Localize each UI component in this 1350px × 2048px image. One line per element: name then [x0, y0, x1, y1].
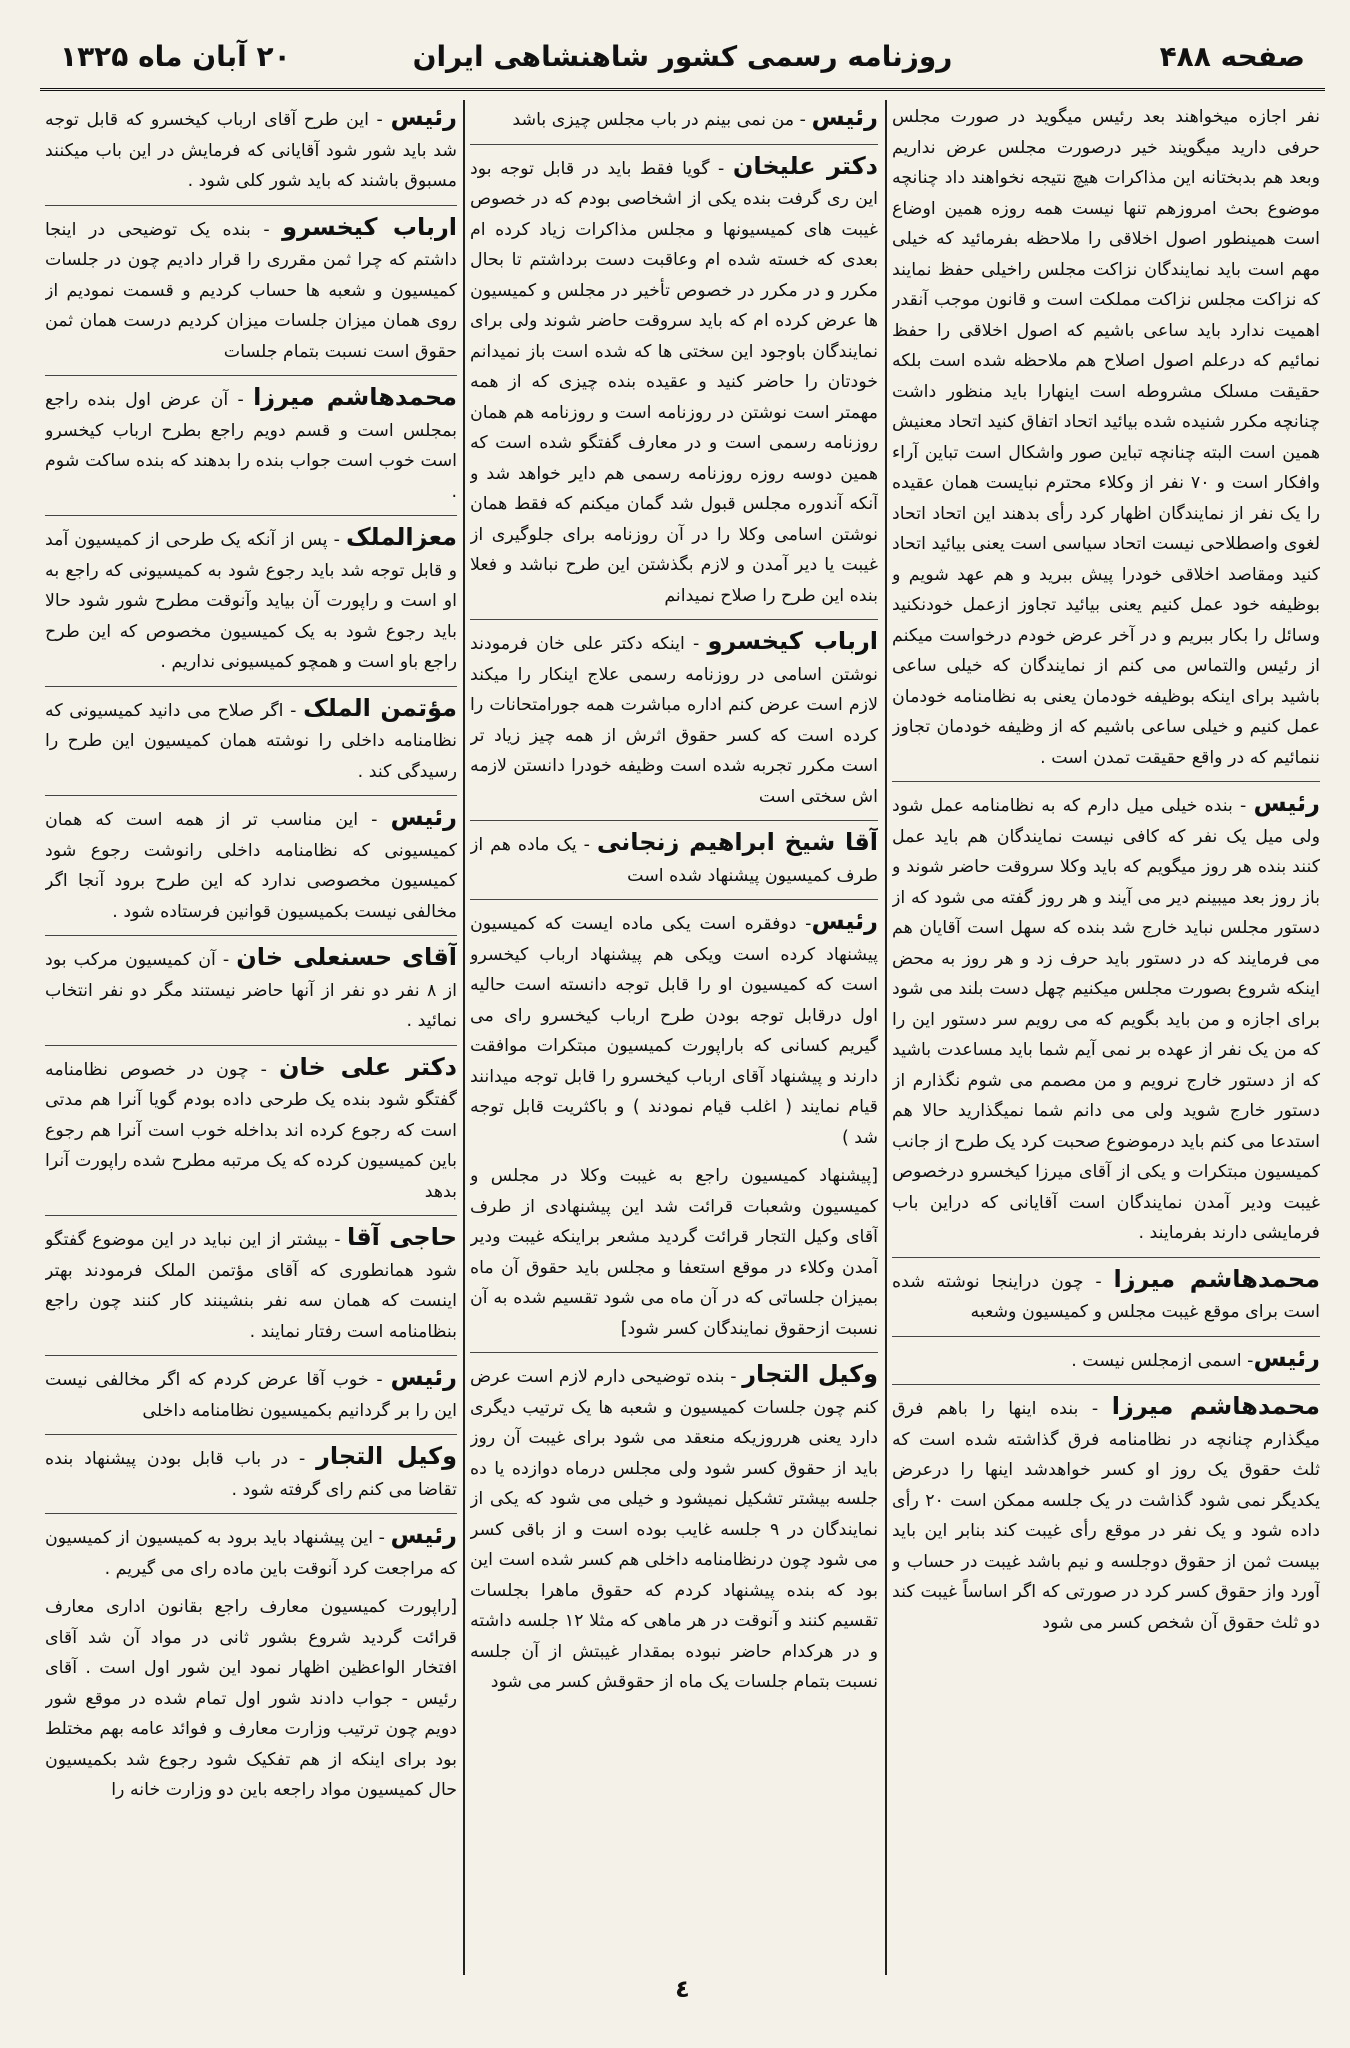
speaker-name: رئیس [811, 103, 878, 131]
paragraph-separator [892, 1257, 1320, 1258]
speaker-name: حاجی آقا [346, 1223, 457, 1251]
issue-date: ۲۰ آبان ماه ۱۳۲۵ [60, 40, 291, 73]
paragraph-text: - این طرح آقای ارباب کیخسرو که قابل توجه شد باید شور شود آقایانی که فرمایش در این باب میکنند مسبوق باشند که باید شور کلی شود . [45, 110, 457, 191]
paragraph [45, 1362, 457, 1426]
paragraph-separator [45, 795, 457, 796]
paragraph [892, 1343, 1320, 1377]
paragraph-text: - گویا فقط باید در قابل توجه بود این ری گرفت بنده یکی از اشخاصی بودم که در خصوص غیبت های کمیسیونها و مجلس مذاکرات زیاد کرده ام بعدی که خسته شده ام وعاقبت دست برداشتم تا بحال مکرر و در مکرر در خصوص تأخیر در مجلس و کمیسیون ها عرض کرده ام که باید سروقت حاضر شوند ولی برای نمایندگان باوجود این سختی ها که شده است باز نمیدانم خودتان را حاضر کنید و عقیده بنده چیزی که از همه مهمتر است نوشتن در روزنامه است و روزنامه هم همان روزنامه رسمی است و در معارف گفتگو شده است که همین دوسه روزه روزنامه رسمی هم دایر خواهد شد و آنکه آندوره مجلس قبول شد گمان میکنم که فقط همان نوشتن اسامی وکلا را در آن روزنامه برای جلوگیری از غیبت یا دیر آمدن و لازم بگذشتن این طرح نباشد و فعلا بنده این طرح را صلاح نمیدانم [470, 158, 878, 606]
paragraph-text: - پس از آنکه یک طرحی از کمیسیون آمد و قابل توجه شد باید رجوع شود به کمیسیونی که راجع به او است و راپورت آن بیاید وآنوقت مطرح شور شود حالا باید رجوع شود به یک کمیسیون مخصوص که این طرح راجع باو است و همچو کمیسیونی نداریم . [45, 530, 457, 672]
speaker-name: رئیس [1253, 1343, 1320, 1372]
paragraph-text: - بیشتر از این نباید در این موضوع گفتگو شود همانطوری که آقای مؤتمن الملک فرمودند بهتر اینست که همان سه نفر بنشینند کار کنند چون راجع بنظامنامه است رفتار نمایند . [45, 1230, 457, 1342]
paragraph-text: [پیشنهاد کمیسیون راجع به غیبت وکلا در مجلس و کمیسیون وشعبات قرائت شد این پیشنهادی از طرف آقای وکیل التجار قرائت گردید مشعر براینکه غیبت ودیر آمدن وکلاء در موقع استعفا و مجلس باید حقوق آن ماه بمیزان جلساتی که در آن ماه می شود تقسیم شده به آن نسبت ازحقوق نمایندگان کسر شود] [470, 1166, 878, 1339]
paragraph-separator [892, 1384, 1320, 1385]
newspaper-title: روزنامه رسمی کشور شاهنشاهی ایران [412, 40, 953, 73]
paragraph-separator [45, 515, 457, 516]
column-middle [470, 102, 878, 1967]
paragraph-separator [45, 1045, 457, 1046]
speaker-name: رئیس [390, 103, 457, 131]
paragraph-separator [470, 1352, 878, 1353]
paragraph-separator [45, 1434, 457, 1435]
paragraph [892, 788, 1320, 1249]
speaker-name: وکیل التجار [742, 1360, 878, 1388]
paragraph [45, 212, 457, 368]
speaker-name: محمدهاشم میرزا [1111, 1392, 1320, 1420]
paragraph-text: - اینکه دکتر علی خان فرمودند نوشتن اسامی در روزنامه رسمی علاج اینکار را میکند لازم است عرض کنم اداره مباشرت همه جورامتحانات را کرده است که کسر حقوق اثرش از همه چیز زیاد تر است مکرر تجربه شده است وظیفه خودرا دانستن لازمه اش سختی است [470, 634, 878, 807]
column-divider [463, 100, 465, 1975]
paragraph-text: - این پیشنهاد باید برود به کمیسیون از کمیسیون که مراجعت کرد آنوقت باین ماده رای می گیریم . [45, 1528, 457, 1579]
speaker-name: آقا شیخ ابراهیم زنجانی [596, 828, 878, 856]
paragraph [892, 102, 1320, 773]
paragraph-text: - من نمی بینم در باب مجلس چیزی باشد [512, 110, 812, 130]
paragraph-text: - در باب قابل بودن پیشنهاد بنده تقاضا می کنم رای گرفته شود . [45, 1449, 457, 1500]
speaker-name: دکتر علیخان [732, 151, 878, 180]
paragraph-text: - اگر صلاح می دانید کمیسیونی که نظامنامه داخلی را نوشته همان کمیسیون این طرح را رسیدگی کند . [45, 700, 457, 782]
paragraph-text: - آن کمیسیون مرکب بود از ۸ نفر دو نفر از آنها حاضر نیستند مگر دو نفر انتخاب نمائید . [45, 950, 457, 1031]
column-divider [885, 100, 887, 1975]
paragraph-text: - اسمی ازمجلس نیست . [1071, 1350, 1254, 1371]
paragraph [45, 693, 457, 788]
paragraph-separator [470, 899, 878, 900]
paragraph-text: نفر اجازه میخواهند بعد رئیس میگوید در صورت مجلس حرفی دارید میگویند خیر درصورت مجلس عرض نداریم وبعد هم بدبختانه این مذاکرات هیچ نتیجه نخواهند داد چنانچه موضوع بحث امروزهم تنها نیست همه روزه همین اوضاع است همینطور اصول اخلاقی را ملاحظه بفرمائید که خیلی مهم است باید نمایندگان نزاکت مجلس راخیلی حفظ نمایند که نزاکت مجلس نزاکت مملکت است و قانون موجب آنقدر اهمیت ندارد باید ساعی باشیم که اصول اخلاقی را حفظ نمائیم که درعلم اصول اصلاح هم ملاحظه شده است بلکه حقیقت مسلک مشروطه است اینهارا باید منظور داشت چنانچه مکرر شنیده شده بیائید اتحاد اتفاق کنید اتحاد معنیش همین است البته چنانچه تباین صور واشکال است تباین آراء وافکار است و ۷۰ نفر از وکلاء محترم نبایست همان عقیده را یک نفر از نمایندگان اظهار کرد رأی بدهند این اتحاد اتحاد لغوی واصطلاحی نیست اتحاد سیاسی است یعنی بیائید اتحاد کنید ومقاصد اخلاقی خودرا پیش ببرید و هم عهد شویم و بوظیفه خود عمل کنیم یعنی بیائید تجاوز ازعمل خودنکنید وسائل را بکار ببریم و در آخر عرض خودم درخواست میکنم از رئیس والتماس می کنم از نمایندگان که خیلی ساعی باشید برای اینکه بوظیفه خودمان یعنی به نظامنامه خودمان عمل کنیم و خیلی ساعی باشیم که از وظیفه خودمان تجاوز ننمائیم که در واقع حقیقت تمدن است . [892, 107, 1320, 768]
paragraph [892, 1264, 1320, 1328]
paragraph-separator [470, 820, 878, 821]
speaker-name: دکتر علی خان [278, 1052, 457, 1081]
paragraph-separator [45, 1355, 457, 1356]
paragraph-separator [45, 375, 457, 376]
speaker-name: رئیس [811, 907, 878, 935]
paragraph-text: - چون دراینجا نوشته شده است برای موقع غیبت مجلس و کمیسیون وشعبه [892, 1271, 1320, 1322]
paragraph-text: - بنده یک توضیحی در اینجا داشتم که چرا ثمن مقرری را قرار دادیم چون در جلسات کمیسیون و شعبه ها حساب کردیم و قسمت نمودیم از روی همان میزان جلسات میزان کردیم درست همان ثمن حقوق است نسبت بتمام جلسات [45, 219, 457, 362]
speaker-name: آقای حسنعلی خان [236, 943, 457, 971]
page-label: صفحه ۴۸۸ [1159, 40, 1305, 73]
column-left [45, 102, 457, 1967]
paragraph [45, 1052, 457, 1208]
paragraph-separator [45, 205, 457, 206]
paragraph [45, 1441, 457, 1505]
paragraph [45, 1520, 457, 1584]
paragraph [45, 942, 457, 1037]
paragraph [470, 626, 878, 812]
speaker-name: معزالملک [345, 523, 457, 551]
paragraph [892, 1391, 1320, 1638]
paragraph-text: - آن عرض اول بنده راجع بمجلس است و قسم دویم راجع بطرح ارباب کیخسرو است خوب است جواب بنده را بدهند که بنده ساکت شوم . [45, 390, 457, 502]
paragraph-separator [45, 686, 457, 687]
speaker-name: رئیس [390, 1363, 457, 1391]
speaker-name: مؤتمن الملک [303, 693, 457, 722]
paragraph [45, 382, 457, 507]
speaker-name: ارباب کیخسرو [707, 627, 878, 655]
paragraph [45, 802, 457, 927]
paragraph [45, 1592, 457, 1806]
page-header [40, 30, 1325, 91]
speaker-name: محمدهاشم میرزا [253, 383, 457, 411]
paragraph-text: - بنده توضیحی دارم لازم است عرض کنم چون جلسات کمیسیون و شعبه ها یک ترتیب دیگری دارد یعنی هرروزیکه منعقد می شود برای غیبت آن روز باید از حقوق کسر شود ولی مجلس درماه دوازده یا ده جلسه بیشتر تشکیل نمیشود و خیلی می شود که یکی از نمایندگان در ۹ جلسه غایب بوده است و از باقی کسر می شود چون درنظامنامه داخلی هم کسر شده است این بود که بنده پیشنهاد کردم که حقوق ماهرا بجلسات تقسیم کنند و آنوقت در هر ماهی که مثلا ۱۲ جلسه داشته و در هرکدام حاضر نبوده بمقدار غیبتش از آن جلسه نسبت بتمام جلسات یک ماه از حقوقش کسر می شود [470, 1367, 878, 1692]
newspaper-page [40, 30, 1325, 2005]
page-number: ٤ [675, 1975, 690, 2003]
paragraph-separator [470, 144, 878, 145]
paragraph-text: - یک ماده هم از طرف کمیسیون پیشنهاد شده است [470, 835, 878, 886]
speaker-name: رئیس [390, 1521, 457, 1549]
paragraph [470, 827, 878, 891]
paragraph-text: [راپورت کمیسیون معارف راجع بقانون اداری معارف قرائت گردید شروع بشور ثانی در مواد آن شد آقای افتخار الواعظین اظهار نمود این شور اول است . آقای رئیس - جواب دادند شور اول تمام شده در موقع شور دویم چون ترتیب وزارت معارف و فوائد عامه بهم مختلط بود برای اینکه از هم تفکیک شود رجوع شد بکمیسیون حال کمیسیون مواد راجعه باین دو وزارت خانه را [45, 1597, 457, 1800]
paragraph-text: - این مناسب تر از همه است که همان کمیسیونی که نظامنامه داخلی رانوشت رجوع شود کمیسیون مخصوصی ندارد که این طرح برود آنجا اگر مخالفی نیست بکمیسیون قوانین فرستاده شود . [45, 810, 457, 922]
paragraph [45, 102, 457, 197]
paragraph [470, 1161, 878, 1344]
paragraph-separator [45, 1513, 457, 1514]
paragraph-separator [892, 1336, 1320, 1337]
speaker-name: وکیل التجار [316, 1442, 457, 1470]
paragraph-text: - بنده اینها را باهم فرق میگذارم چنانچه در نظامنامه فرق گذاشته شده است که ثلث حقوق یک روز او کسر خواهدشد اینها را درعرض یکدیگر نمی شود گذاشت در یک جلسه ممکن است ۲۰ رأی داده شود و یک نفر در موقع رأی غیبت کند بنابر این باید بیست ثمن از حقوق دوجلسه و نیم باشد غیبت در حساب و آورد واز حقوق کسر کرد در صورتی که اگر اساساً غیبت کند دو ثلث حقوق آن شخص کسر می شود [892, 1399, 1320, 1633]
paragraph-text: - خوب آقا عرض کردم که اگر مخالفی نیست این را بر گردانیم بکمیسیون نظامنامه داخلی [45, 1370, 457, 1421]
paragraph-separator [45, 935, 457, 936]
speaker-name: ارباب کیخسرو [282, 212, 457, 241]
speaker-name: محمدهاشم میرزا [1113, 1264, 1320, 1293]
paragraph-text: - بنده خیلی میل دارم که به نظامنامه عمل شود ولی میل یک نفر که کافی نیست نمایندگان هم باید عمل کنند بنده هر روز میگویم که باید وکلا سروقت حاضر شوند و باز روز بعد میبینم دیر می آیند و هر روز گفته می شود که از دستور مجلس نباید خارج شد بنده که سهل است آقایان هم می فرمایند که در دستور باید حرف زد و هر روز به محض اینکه شروع بصورت مجلس میکنیم چهل دست بلند می شود برای اجازه و من باید بگویم که می رویم سر دستور این را که من یک نفر از عهده بر نمی آیم شما باید مساعدت باشید که از دستور خارج نرویم و من مصمم می شوم نگذارم از دستور خارج شوید ولی می دانم شما نمیگذارید حالا هم استدعا می کنم باید درموضوع صحبت کرد یک طرح از جانب کمیسیون مبتکرات و یکی از آقای میرزا کیخسرو درخصوص غیبت ودیر آمدن نمایندگان است آقایانی که دراین باب فرمایشی دارند بفرمایند . [892, 796, 1320, 1243]
paragraph [470, 906, 878, 1153]
speaker-name: رئیس [1253, 789, 1320, 817]
column-right [892, 102, 1320, 1967]
paragraph [470, 1359, 878, 1698]
paragraph-text: - چون در خصوص نظامنامه گفتگو شود بنده یک طرحی داده بودم گویا آنرا هم مدتی است که رجوع کرده اند بداخله خوب است آنرا هم رجوع باین کمیسیون کرده که یک مرتبه مطرح شده راپورت آنرا بدهد [45, 1059, 457, 1202]
paragraph [45, 522, 457, 678]
paragraph-separator [45, 1215, 457, 1216]
paragraph [45, 1222, 457, 1347]
paragraph-separator [470, 619, 878, 620]
paragraph [470, 151, 878, 612]
paragraph [470, 102, 878, 136]
paragraph-text: - دوفقره است یکی ماده ایست که کمیسیون پیشنهاد کرده است ویکی هم پیشنهاد ارباب کیخسرو است که کمیسیون او را قابل توجه دانسته است حالیه اول درقابل توجه بودن طرح ارباب کیخسرو رای می گیریم کسانی که باراپورت کمیسیون مبتکرات موافقت دارند و پیشنهاد آقای ارباب کیخسرو را قابل توجه میدانند قیام نمایند ( اغلب قیام نمودند ) و باکثریت قابل توجه شد ) [470, 914, 878, 1148]
paragraph-separator [892, 781, 1320, 782]
speaker-name: رئیس [390, 803, 457, 831]
